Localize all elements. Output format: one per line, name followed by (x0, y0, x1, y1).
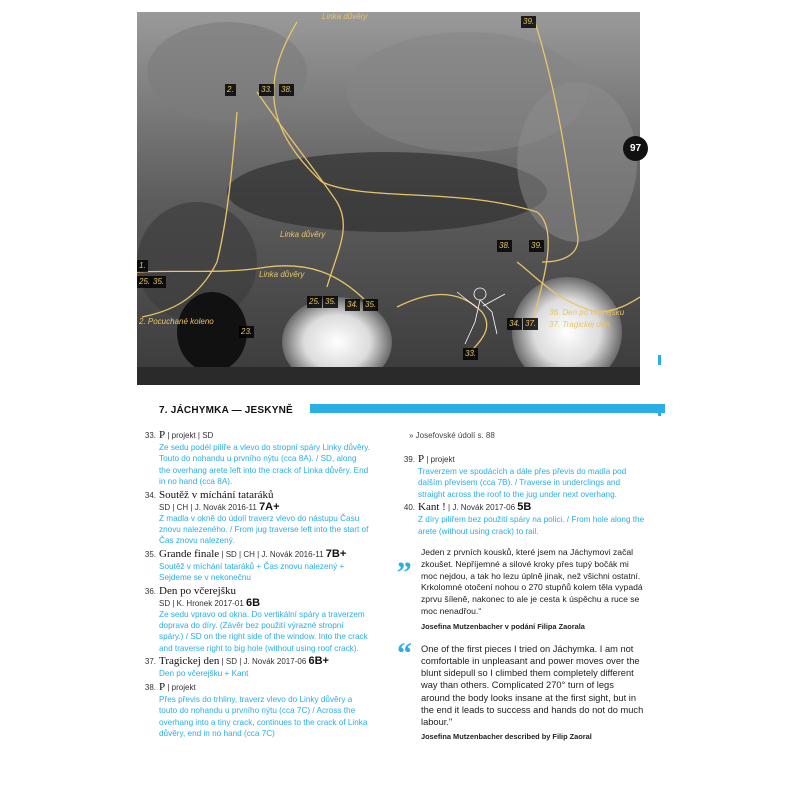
quote-author: Josefina Mutzenbacher v podání Filipa Zaorala (421, 621, 585, 631)
route-number: 35. (365, 300, 377, 309)
route-list-left (138, 429, 370, 740)
route-grade: 5B (517, 501, 532, 514)
route-label-tragickej-den: 37. Tragickej den (549, 320, 610, 329)
route-num: 35. (144, 549, 156, 559)
route-number: 34. (347, 300, 359, 309)
route-entry (138, 429, 370, 488)
quote-mark-icon: „ (397, 541, 412, 575)
section-bar (310, 404, 665, 413)
route-number: 38. (499, 241, 511, 250)
route-description: Z díry pilířem bez použití spáry na polici. / From hole along the arete (without using crack) to rail. (418, 515, 645, 536)
route-entry (138, 585, 370, 655)
route-number: 39. (523, 17, 535, 26)
route-description: Ze sedu vpravo od okna. Do vertikální spáry a traverzem doprava do díry. (Závěr bez použití výrazné stropní spáry.) / SD on the right side of the window. Into the crack and traverse right to big hole (without using roof crack). (159, 609, 368, 653)
route-name: P (159, 429, 166, 441)
route-name: Soutěž v míchání tataráků (159, 488, 274, 501)
route-num: 38. (144, 682, 156, 692)
quote-text: One of the first pieces I tried on Jáchymka. I am not comfortable in unpleasant and power moves over the blunt sidepull so I climbed them completely different way than others. Complicated 270° turn of legs around the body looks insane at the first sight, but in the end it leads to success and hands do not do much labour." (421, 643, 644, 728)
route-description: Z madla v okně do údolí traverz vlevo do nástupu Času znovu nalezeného. / From jug traverse left into the start of Čas znovu nalezený. (159, 513, 369, 546)
route-description: Den po včerejšku + Kant (159, 669, 249, 679)
quote-czech (397, 541, 645, 631)
route-number: 33. (465, 349, 477, 358)
route-description: Přes převis do trhliny, traverz vlevo do Linky důvěry a touto do nohandu u prvního nýtu (cca 7C) / Across the overhang into a tiny crack, continues to the crack of Linka důvěry, end in no hand (cca 7C) (159, 694, 368, 738)
route-grade: 7B+ (325, 547, 347, 560)
route-meta: SD | CH | J. Novák 2016-11 (159, 502, 257, 512)
route-meta: SD | K. Hronek 2017-01 (159, 598, 244, 608)
route-name: Tragickej den (159, 655, 220, 668)
route-number: 1. (139, 261, 146, 270)
route-description: Ze sedu podél pilíře a vlevo do stropní spáry Linky důvěry. Touto do nohandu u prvního nýtu (cca 8A). / SD, along the overhang arete left into the crack of Linka důvěry. End in no hand (cca 8A). (159, 443, 371, 487)
route-num: 36. (144, 586, 156, 596)
page-number-badge: 97 (623, 136, 648, 161)
route-name: Den po včerejšku (159, 584, 236, 597)
route-label-den-po-vcerejsku: 36. Den po včerejšku (549, 308, 625, 317)
quote-english (397, 636, 645, 742)
route-description: Traverzem ve spodácích a dále přes převis do madla pod dalším převisem (cca 7B). / Traverse in underclings and straight across the roof to the jug under next overhang. (418, 467, 627, 499)
edge-marker (658, 355, 661, 365)
quote-author: Josefina Mutzenbacher described by Filip Zaoral (421, 732, 592, 742)
route-list-right (397, 431, 645, 741)
route-overlay (137, 12, 640, 385)
route-description: Soutěž v míchání tataráků + Čas znovu nalezený + Sejdeme se v nekonečnu (159, 561, 345, 583)
route-name: P (159, 680, 166, 693)
route-num: 34. (144, 490, 156, 500)
route-number: 25. (309, 297, 321, 306)
route-label-pocuchane-koleno: 2. Pocuchané koleno (139, 317, 214, 326)
route-label-linka-duvery-mid: Linka důvěry (280, 230, 326, 239)
route-num: 40. (403, 503, 415, 513)
route-entry (397, 453, 645, 500)
route-name: P (418, 453, 425, 465)
route-entry (138, 655, 370, 679)
route-label-linka-duvery-top: Linka důvěry (322, 12, 368, 21)
cross-reference: » Josefovské údolí s. 88 (409, 431, 495, 440)
route-number: 38. (281, 85, 293, 94)
route-number: 23. (241, 327, 253, 336)
route-num: 37. (144, 657, 156, 667)
route-meta: | projekt | SD (167, 431, 214, 440)
route-meta: | SD | J. Novák 2017-06 (221, 657, 307, 667)
route-meta: | J. Novák 2017-06 (448, 503, 516, 513)
route-grade: 6B+ (308, 655, 329, 668)
cave-photo (137, 12, 640, 385)
route-num: 39. (403, 455, 415, 464)
route-entry (138, 681, 370, 740)
route-number: 35. (325, 297, 337, 306)
route-entry (397, 501, 645, 537)
route-number: 35. (153, 277, 165, 286)
route-meta: | SD | CH | J. Novák 2016-11 (221, 549, 324, 559)
section-title: 7. JÁCHYMKA — JESKYNĚ (159, 405, 293, 416)
route-name: Kant ! (418, 501, 446, 514)
route-grade: 7A+ (259, 500, 280, 513)
route-number: 2. (227, 85, 234, 94)
route-grade: 6B (246, 596, 261, 609)
route-name: Grande finale (159, 547, 220, 560)
route-meta: | projekt (167, 682, 196, 692)
quote-text: Jeden z prvních kousků, které jsem na Jáchymovi začal zkoušet. Nepříjemné a silové kroky přes tupý bočák mi moc nejdou, a tak ho lezu úplně jinak, než všichni ostatní. Krkolomné otočení nohou o 270 stupňů kolem těla vypadá zprvu šíleně, nakonec to ale je cesta k úspěchu a ruce se moc nenadřou.“ (421, 547, 643, 617)
route-number: 25. (139, 277, 151, 286)
route-number: 34. (509, 319, 521, 328)
quote-mark-icon: “ (397, 636, 412, 670)
route-num: 33. (144, 431, 156, 440)
route-number: 33. (261, 85, 273, 94)
route-meta: | projekt (426, 455, 455, 464)
route-number: 37. (525, 319, 537, 328)
route-entry (138, 548, 370, 584)
route-label-linka-duvery-low: Linka důvěry (259, 270, 305, 279)
route-number: 39. (531, 241, 543, 250)
route-entry (138, 489, 370, 547)
